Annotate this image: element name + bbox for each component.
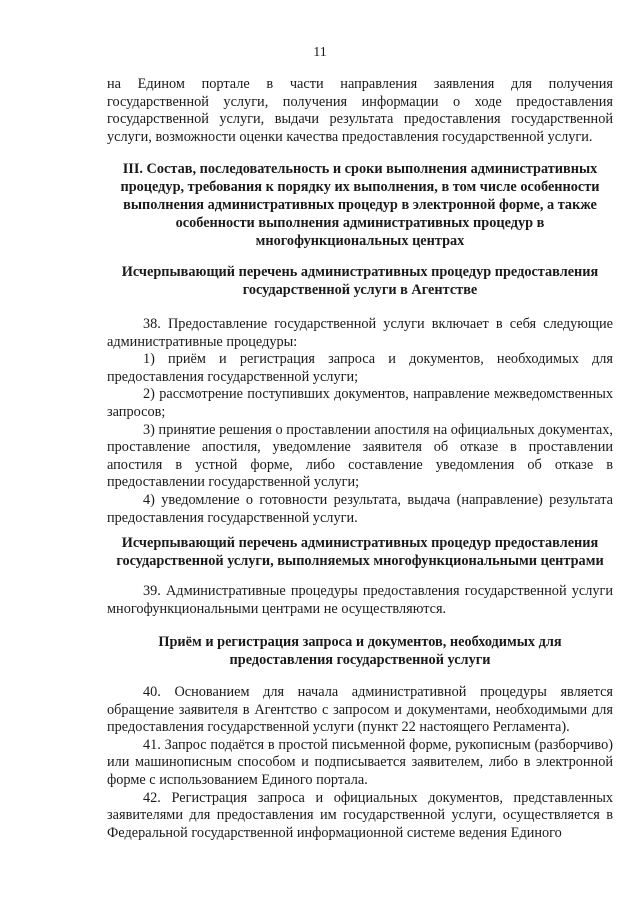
- page-number: 11: [313, 45, 327, 60]
- p40-text: 40. Основанием для начала административной процедуры является обращение заявителя в Агентство с запросом и документами, необходимыми для предоставления государственной услуги (пункт 22 настоящего Регламента).: [107, 684, 613, 736]
- p38-item: 4) уведомление о готовности результата, выдача (направление) результата предоставления государственной услуги.: [107, 491, 613, 526]
- subheading-reception-text: Приём и регистрация запроса и документов, необходимых для предоставления государственной услуги: [158, 634, 562, 668]
- subheading-mfc-text: Исчерпывающий перечень административных процедур предоставления государственной услуги, выполняемых многофункциональными центрами: [116, 535, 604, 569]
- subheading-mfc: [107, 534, 613, 570]
- subheading-reception: [107, 633, 613, 669]
- p41-text: 41. Запрос подаётся в простой письменной форме, рукописным (разборчиво) или машинописным способом и подписывается заявителем, либо в электронной форме с использованием Единого портала.: [107, 736, 613, 788]
- paragraph-38: [107, 316, 613, 527]
- subheading-agency: [107, 263, 613, 299]
- paragraphs-40-42: [107, 684, 613, 842]
- intro-paragraph: [107, 76, 613, 146]
- subheading-agency-text: Исчерпывающий перечень административных процедур предоставления государственной услуги в Агентстве: [121, 264, 599, 298]
- intro-text: на Едином портале в части направления заявления для получения государственной услуги, получения информации о ходе предоставления государственной услуги, выдачи результата предоставления государственной услуги, возможности оценки качества предоставления государственной услуги.: [107, 76, 613, 145]
- p42-text: 42. Регистрация запроса и официальных документов, представленных заявителями для предоставления им государственной услуги, осуществляется в Федеральной государственной информационной системе ведения Единого: [107, 789, 613, 841]
- p38-item: 1) приём и регистрация запроса и документов, необходимых для предоставления государственной услуги;: [107, 351, 613, 385]
- section-3-heading: [107, 160, 613, 250]
- p38-item: 3) принятие решения о проставлении апостиля на официальных документах, проставление апостиля, уведомление заявителя об отказе в проставлении апостиля в устной форме, либо составление уведомления об отказе в предоставлении государственной услуги;: [107, 421, 613, 491]
- p38-item: 2) рассмотрение поступивших документов, направление межведомственных запросов;: [107, 386, 613, 420]
- section-3-heading-text: III. Состав, последовательность и сроки выполнения административных процедур, требования к порядку их выполнения, в том числе особенности выполнения административных процедур в электронной форме, а также особенности выполнения административных процедур в многофункциональных центрах: [120, 161, 600, 249]
- p39-text: 39. Административные процедуры предоставления государственной услуги многофункциональными центрами не осуществляются.: [107, 583, 613, 617]
- p38-text: 38. Предоставление государственной услуги включает в себя следующие административные процедуры:: [107, 316, 613, 350]
- paragraph-39: [107, 583, 613, 618]
